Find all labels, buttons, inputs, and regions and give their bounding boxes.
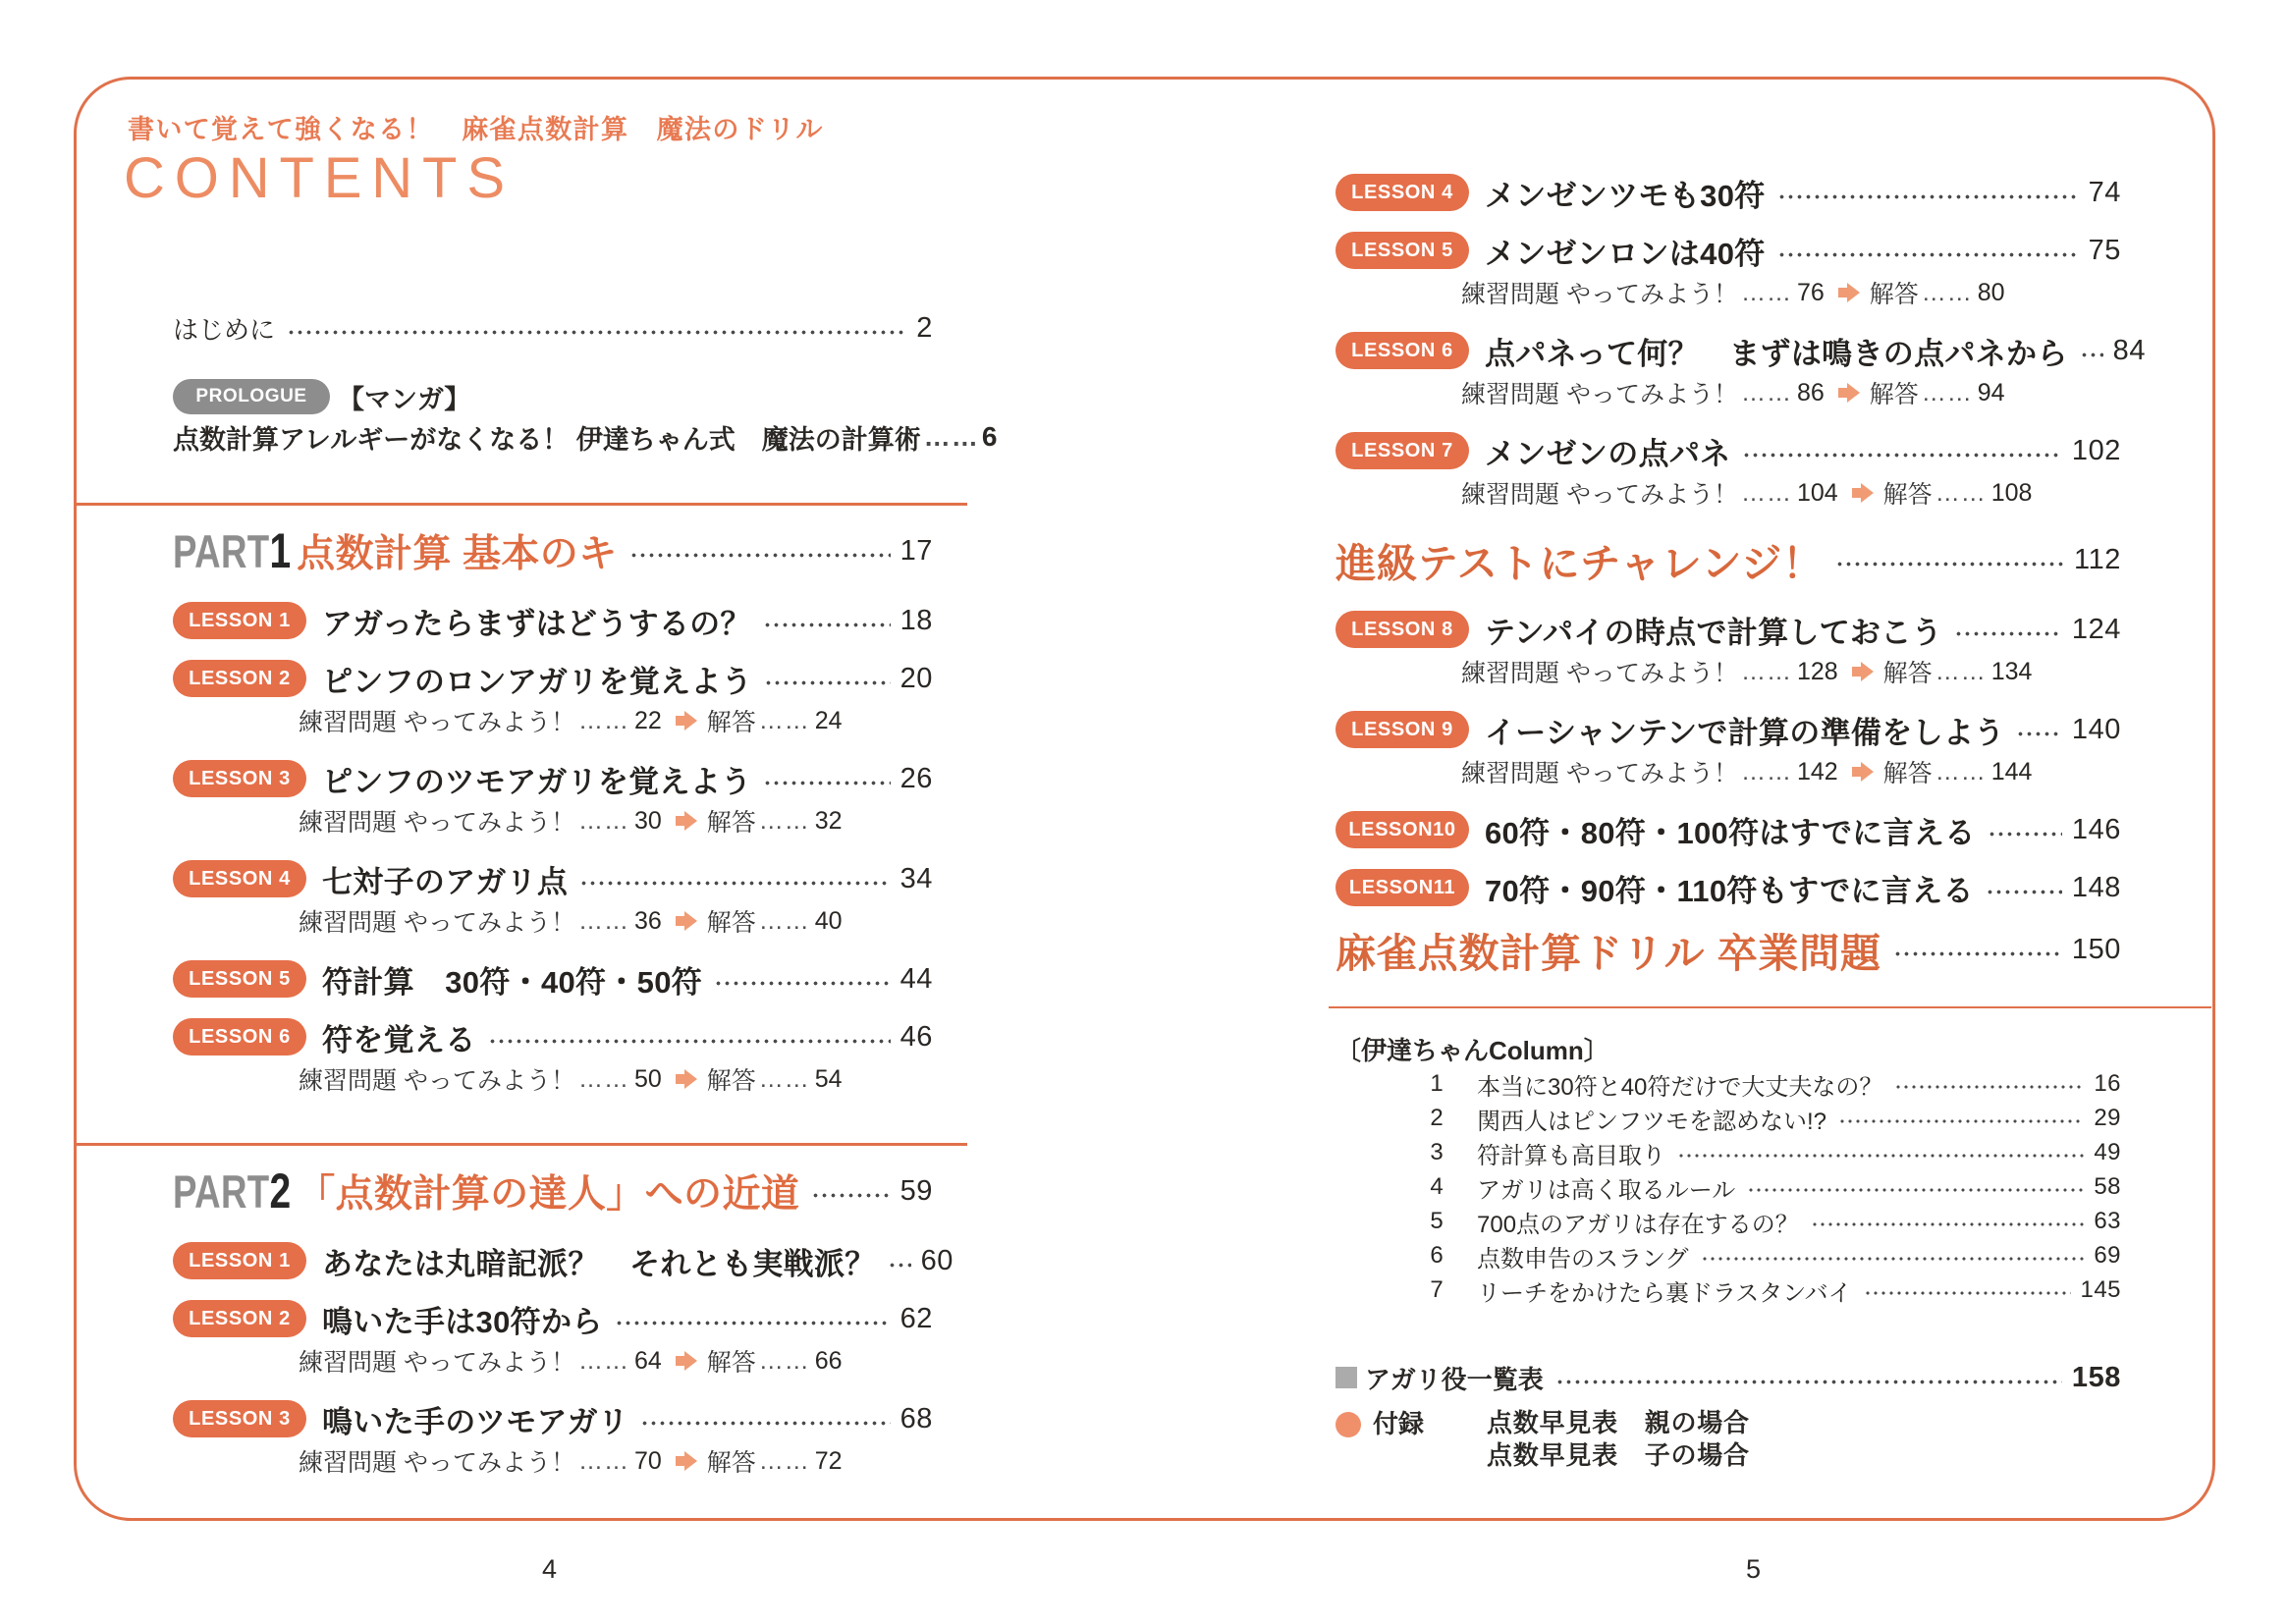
practice-page: 142 (1796, 757, 1838, 785)
dotted-leader (764, 680, 891, 685)
dots-separator: …… (577, 706, 629, 734)
page-number: 46 (899, 1020, 933, 1053)
square-bullet-icon (1335, 1367, 1357, 1388)
arrow-icon (1838, 283, 1860, 302)
column-item-number: 4 (1430, 1173, 1444, 1200)
practice-label: 練習問題 やってみよう！ (299, 709, 575, 736)
arrow-icon (676, 811, 697, 831)
dotted-leader (1988, 832, 2062, 837)
answer-label: 解答 (706, 1449, 756, 1477)
lesson-badge: LESSON 3 (173, 760, 306, 797)
lesson-badge: LESSON 4 (173, 860, 306, 897)
answer-page: 32 (814, 806, 843, 835)
entry-label: アガリ役一覧表 (1365, 1364, 1544, 1394)
lesson-entry (1335, 865, 2121, 910)
column-item (1335, 1239, 2121, 1272)
answer-label: 解答 (1882, 660, 1933, 687)
column-item-number: 3 (1430, 1139, 1444, 1165)
page-number: 60 (920, 1244, 954, 1276)
page-number: 44 (899, 962, 933, 995)
dotted-leader (811, 1193, 890, 1198)
dotted-leader (615, 1321, 891, 1326)
dotted-leader (1986, 890, 2062, 894)
arrow-icon (1852, 662, 1874, 681)
dotted-leader (1838, 1119, 2084, 1123)
lesson-title: 60符・80符・100符はすでに言える (1485, 815, 1976, 850)
column-item-title: 本当に30符と40符だけで大丈夫なの？ (1477, 1073, 1883, 1101)
column-item-title: 700点のアガリは存在するの？ (1477, 1211, 1799, 1238)
prologue-tag: 【マンガ】 (338, 384, 471, 414)
lesson-title: メンゼンロンは40符 (1485, 236, 1766, 271)
arrow-head (1847, 383, 1860, 403)
arrow-head (684, 811, 697, 831)
practice-label: 練習問題 やってみよう！ (1461, 381, 1738, 408)
arrow-head (684, 911, 697, 931)
answer-page: 24 (814, 706, 843, 734)
dotted-leader (888, 1263, 911, 1268)
column-item (1335, 1170, 2121, 1204)
practice-label: 練習問題 やってみよう！ (299, 909, 575, 937)
lesson-badge: LESSON 5 (1335, 232, 1469, 269)
practice-page: 76 (1796, 278, 1825, 306)
arrow-bar (676, 1074, 684, 1084)
part-word: PART (173, 1165, 270, 1218)
lesson-title: 符計算 30符・40符・50符 (322, 964, 703, 1000)
part-heading (173, 519, 933, 582)
dotted-leader (1864, 1291, 2071, 1295)
page-number: 124 (2071, 613, 2121, 645)
lesson-badge: LESSON 6 (1335, 332, 1469, 369)
arrow-icon (1838, 383, 1860, 403)
dots-separator: …… (1740, 478, 1792, 507)
book-subtitle: 書いて覚えて強くなる！ 麻雀点数計算 魔法のドリル (128, 115, 824, 144)
entry-label: はじめに (173, 314, 276, 345)
lesson-title: ピンフのツモアガリを覚えよう (322, 764, 752, 799)
part-label (173, 1163, 291, 1219)
page-number: 158 (2071, 1361, 2121, 1393)
arrow-icon (676, 711, 697, 731)
answer-page: 144 (1990, 757, 2033, 785)
practice-page: 70 (633, 1446, 662, 1475)
part-title: 点数計算 基本のキ (297, 533, 618, 575)
toc-entry (173, 309, 933, 347)
page-number: 150 (2071, 933, 2121, 965)
lesson-badge: LESSON 1 (173, 602, 306, 639)
column-item (1335, 1067, 2121, 1101)
dots-separator: …… (1921, 378, 1973, 406)
arrow-bar (676, 1356, 684, 1366)
arrow-icon (1852, 483, 1874, 503)
answer-page: 80 (1977, 278, 2005, 306)
practice-label: 練習問題 やってみよう！ (1461, 481, 1738, 509)
answer-label: 解答 (706, 909, 756, 937)
page-number: 59 (899, 1174, 933, 1207)
practice-line (173, 1442, 933, 1480)
lesson-title: 点パネって何？ まずは鳴きの点パネから (1485, 336, 2068, 371)
practice-label: 練習問題 やってみよう！ (299, 809, 575, 837)
practice-page: 50 (633, 1064, 662, 1093)
lesson-entry (173, 1296, 933, 1341)
arrow-icon (676, 1069, 697, 1089)
column-item-title: アガリは高く取るルール (1477, 1176, 1736, 1204)
column-item-number: 6 (1430, 1242, 1444, 1269)
column-item-title: 点数申告のスラング (1477, 1245, 1689, 1272)
lesson-entry (173, 1014, 933, 1059)
practice-label: 練習問題 やってみよう！ (1461, 660, 1738, 687)
appendix-lines (1487, 1407, 1750, 1472)
arrow-bar (676, 816, 684, 826)
answer-label: 解答 (706, 1349, 756, 1377)
answer-label: 解答 (1882, 481, 1933, 509)
practice-label: 練習問題 やってみよう！ (1461, 281, 1738, 308)
practice-label: 練習問題 やってみよう！ (1461, 760, 1738, 787)
answer-page: 66 (814, 1346, 843, 1375)
column-item (1335, 1273, 2121, 1307)
dotted-leader (1777, 252, 2079, 257)
practice-label: 練習問題 やってみよう！ (299, 1449, 575, 1477)
lesson-badge: LESSON 6 (173, 1018, 306, 1056)
prologue-title-row (173, 416, 999, 458)
arrow-icon (1852, 762, 1874, 782)
column-item-title: 関西人はピンフツモを認めない!? (1477, 1108, 1827, 1135)
page-number: 74 (2088, 176, 2121, 208)
page-number: 145 (2080, 1276, 2121, 1303)
arrow-head (1861, 762, 1874, 782)
column-section-head (1335, 1031, 2121, 1066)
page-number: 49 (2094, 1139, 2121, 1165)
answer-label: 解答 (1869, 281, 1919, 308)
page-number: 140 (2071, 713, 2121, 745)
dots-separator: …… (577, 1064, 629, 1093)
arrow-head (1861, 662, 1874, 681)
page-number: 29 (2094, 1105, 2121, 1131)
dotted-leader (763, 781, 890, 785)
arrow-bar (1852, 767, 1861, 777)
dots-separator: …… (1740, 757, 1792, 785)
part-number: 1 (269, 523, 292, 578)
dots-separator: …… (1740, 378, 1792, 406)
arrow-bar (676, 916, 684, 926)
answer-page: 40 (814, 906, 843, 935)
practice-page: 22 (633, 706, 662, 734)
lesson-title: 鳴いた手のツモアガリ (322, 1404, 629, 1439)
practice-page: 64 (633, 1346, 662, 1375)
column-item-number: 1 (1430, 1070, 1444, 1097)
arrow-bar (676, 716, 684, 726)
appendix-line: 点数早見表 子の場合 (1487, 1440, 1750, 1470)
column-item (1335, 1205, 2121, 1238)
lesson-entry (1335, 170, 2121, 215)
page-number: 18 (899, 604, 933, 636)
practice-page: 30 (633, 806, 662, 835)
dots-separator: …… (758, 1346, 810, 1375)
part-label (173, 522, 291, 579)
column-item (1335, 1102, 2121, 1135)
section-heading (1335, 532, 2121, 587)
lesson-title: メンゼンの点パネ (1485, 436, 1731, 471)
lesson-entry (1335, 228, 2121, 273)
arrow-icon (676, 911, 697, 931)
yaku-list-entry (1335, 1360, 2121, 1395)
page-number: 58 (2094, 1173, 2121, 1200)
answer-page: 54 (814, 1064, 843, 1093)
page-number: 17 (899, 534, 933, 567)
page-number: 34 (899, 862, 933, 894)
arrow-icon (676, 1451, 697, 1471)
page-number: 16 (2094, 1070, 2121, 1097)
practice-line (173, 1342, 933, 1380)
lesson-badge: LESSON 5 (173, 960, 306, 998)
dotted-leader (1747, 1188, 2084, 1192)
answer-label: 解答 (1869, 381, 1919, 408)
circle-bullet-icon (1335, 1412, 1361, 1437)
lesson-title: 鳴いた手は30符から (322, 1304, 603, 1339)
lesson-title: メンゼンツモも30符 (1485, 178, 1766, 213)
section-heading-title: 進級テストにチャレンジ！ (1335, 540, 1824, 586)
dotted-leader (629, 553, 891, 558)
dotted-leader (1954, 631, 2062, 636)
prologue-badge: PROLOGUE (173, 379, 330, 414)
dots-separator: …… (577, 806, 629, 835)
dotted-leader (1701, 1257, 2085, 1261)
practice-label: 練習問題 やってみよう！ (299, 1067, 575, 1095)
answer-label: 解答 (706, 809, 756, 837)
dotted-leader (1777, 194, 2079, 199)
dots-separator: …… (758, 1446, 810, 1475)
arrow-head (684, 711, 697, 731)
dots-separator: …… (1935, 757, 1987, 785)
dots-separator: …… (1935, 657, 1987, 685)
column-head-label: 〔伊達ちゃんColumn〕 (1335, 1035, 1609, 1065)
lesson-entry (173, 856, 933, 901)
page-number: 102 (2071, 434, 2121, 466)
lesson-badge: LESSON 3 (173, 1400, 306, 1437)
lesson-title: あなたは丸暗記派？ それとも実戦派？ (322, 1246, 876, 1281)
part-word: PART (173, 525, 270, 577)
practice-line (1335, 753, 2121, 790)
lesson-title: 70符・90符・110符もすでに言える (1485, 873, 1974, 908)
arrow-bar (676, 1456, 684, 1466)
lesson-badge: LESSON 8 (1335, 611, 1469, 648)
toc-right-column (1335, 170, 2147, 1472)
toc-left-column (173, 309, 999, 1480)
dots-separator: …… (1740, 657, 1792, 685)
practice-line (1335, 374, 2121, 411)
page-number: 63 (2094, 1208, 2121, 1234)
folio-left: 4 (542, 1554, 558, 1584)
lesson-badge: LESSON 9 (1335, 711, 1469, 748)
lesson-entry (173, 1238, 954, 1283)
lesson-title: イーシャンテンで計算の準備をしよう (1485, 715, 2005, 750)
practice-line (1335, 474, 2121, 512)
dots-separator: …… (1935, 478, 1987, 507)
section-heading-title: 麻雀点数計算ドリル 卒業問題 (1335, 930, 1881, 976)
lesson-entry (1335, 328, 2147, 373)
arrow-bar (1852, 488, 1861, 498)
dots-separator: …… (758, 806, 810, 835)
lesson-title: テンパイの時点で計算しておこう (1485, 615, 1942, 650)
page-number: 75 (2088, 234, 2121, 266)
arrow-head (684, 1351, 697, 1371)
lesson-entry (173, 956, 933, 1001)
dots-separator: …… (1921, 278, 1973, 306)
page-number: 6 (981, 421, 999, 452)
page-number: 68 (899, 1402, 933, 1435)
page-number: 62 (899, 1302, 933, 1334)
dotted-leader (640, 1421, 890, 1426)
dotted-leader (287, 330, 906, 335)
dotted-leader (1677, 1154, 2084, 1158)
lesson-badge: LESSON 4 (1335, 174, 1469, 211)
prologue-row (173, 377, 933, 416)
dotted-leader (1893, 951, 2062, 956)
part-number: 2 (269, 1164, 292, 1218)
page-number: 84 (2112, 334, 2147, 366)
answer-page: 94 (1977, 378, 2005, 406)
lesson-entry (173, 598, 933, 643)
arrow-icon (676, 1351, 697, 1371)
dotted-leader (763, 623, 891, 627)
column-item-number: 2 (1430, 1105, 1444, 1131)
page-title: CONTENTS (124, 146, 515, 210)
page-number: 69 (2094, 1242, 2121, 1269)
dotted-leader (1835, 562, 2064, 567)
dots-separator: …… (577, 906, 629, 935)
arrow-bar (1838, 388, 1847, 398)
practice-line (173, 702, 933, 739)
arrow-bar (1838, 288, 1847, 298)
arrow-head (1861, 483, 1874, 503)
answer-label: 解答 (1882, 760, 1933, 787)
column-item (1335, 1136, 2121, 1169)
practice-page: 86 (1796, 378, 1825, 406)
dots-separator: …… (758, 706, 810, 734)
lesson-entry (1335, 807, 2121, 852)
lesson-badge: LESSON11 (1335, 869, 1469, 906)
page-number: 112 (2074, 543, 2121, 575)
lesson-title: ピンフのロンアガリを覚えよう (322, 664, 753, 699)
lesson-badge: LESSON 2 (173, 1300, 306, 1337)
practice-line (173, 802, 933, 839)
section-divider (74, 1143, 967, 1146)
answer-page: 134 (1990, 657, 2033, 685)
page-number: 2 (916, 311, 933, 344)
part-title: 「点数計算の達人」への近道 (297, 1173, 800, 1216)
dotted-leader (2016, 731, 2061, 736)
dotted-leader (1555, 1380, 2062, 1384)
dots-separator: …… (923, 421, 979, 452)
lesson-title: 七対子のアガリ点 (322, 864, 569, 899)
dotted-leader (1894, 1085, 2084, 1089)
answer-label: 解答 (706, 1067, 756, 1095)
appendix-label: 付録 (1373, 1409, 1425, 1438)
arrow-bar (1852, 667, 1861, 677)
practice-page: 128 (1796, 657, 1838, 685)
dotted-leader (1742, 453, 2061, 458)
arrow-head (684, 1451, 697, 1471)
practice-page: 104 (1796, 478, 1838, 507)
appendix-line: 点数早見表 親の場合 (1487, 1408, 1750, 1437)
lesson-entry (173, 756, 933, 801)
answer-page: 72 (814, 1446, 843, 1475)
dots-separator: …… (1740, 278, 1792, 306)
lesson-entry (1335, 607, 2121, 652)
practice-page: 36 (633, 906, 662, 935)
page-number: 146 (2071, 813, 2121, 845)
dots-separator: …… (758, 1064, 810, 1093)
dotted-leader (1811, 1222, 2085, 1226)
lesson-title: アガったらまずはどうするの？ (322, 606, 751, 641)
column-item-title: リーチをかけたら裏ドラスタンバイ (1477, 1279, 1852, 1307)
column-item-number: 5 (1430, 1208, 1444, 1234)
column-item-title: 符計算も高目取り (1477, 1142, 1665, 1169)
lesson-badge: LESSON10 (1335, 811, 1469, 848)
lesson-badge: LESSON 7 (1335, 432, 1469, 469)
dotted-leader (488, 1039, 891, 1044)
lesson-badge: LESSON 1 (173, 1242, 306, 1279)
lesson-title: 符を覚える (322, 1022, 476, 1057)
part-heading (173, 1160, 933, 1222)
section-divider (1329, 1006, 2211, 1008)
arrow-head (684, 1069, 697, 1089)
section-heading (1335, 922, 2121, 977)
practice-line (173, 1060, 933, 1098)
dots-separator: …… (577, 1346, 629, 1375)
answer-page: 108 (1990, 478, 2033, 507)
practice-line (173, 902, 933, 940)
practice-line (1335, 274, 2121, 311)
answer-label: 解答 (706, 709, 756, 736)
dots-separator: …… (577, 1446, 629, 1475)
lesson-entry (1335, 428, 2121, 473)
section-divider (74, 503, 967, 506)
page-number: 20 (899, 662, 933, 694)
lesson-entry (173, 1396, 933, 1441)
lesson-entry (1335, 707, 2121, 752)
appendix-entry (1335, 1407, 2121, 1472)
dotted-leader (2080, 352, 2103, 357)
page-number: 26 (899, 762, 933, 794)
entry-label: 点数計算アレルギーがなくなる！ 伊達ちゃん式 魔法の計算術 (173, 424, 921, 455)
dots-separator: …… (758, 906, 810, 935)
dotted-leader (714, 981, 890, 986)
arrow-head (1847, 283, 1860, 302)
lesson-entry (173, 656, 933, 701)
folio-right: 5 (1746, 1554, 1762, 1584)
page-number: 148 (2071, 871, 2121, 903)
column-item-number: 7 (1430, 1276, 1444, 1303)
dotted-leader (579, 881, 890, 886)
practice-label: 練習問題 やってみよう！ (299, 1349, 575, 1377)
lesson-badge: LESSON 2 (173, 660, 306, 697)
practice-line (1335, 653, 2121, 690)
